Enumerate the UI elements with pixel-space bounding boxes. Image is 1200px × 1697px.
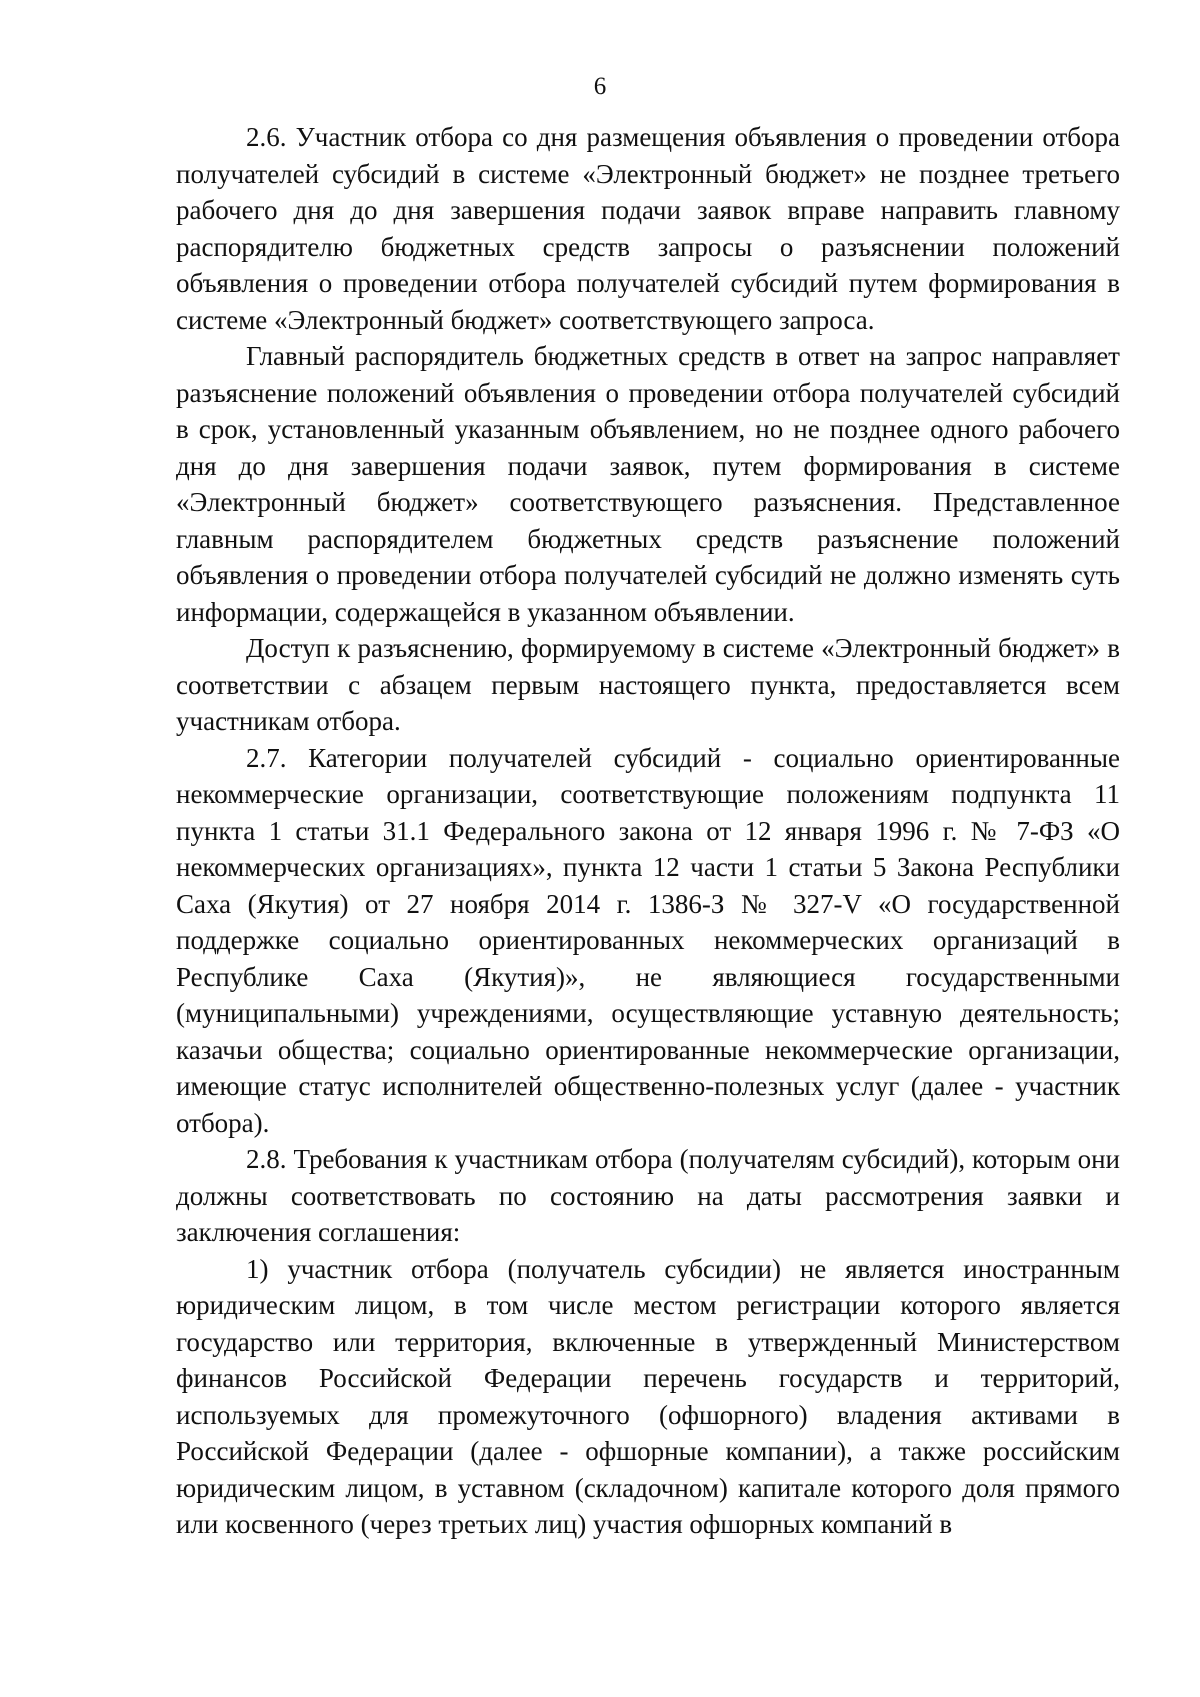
- paragraph-clarification: Главный распорядитель бюджетных средств в ответ на запрос направляет разъяснение положений объявления о проведении отбора получателей субсидий в срок, установленный указанным объявлением, но не позднее одного рабочего дня до дня завершения подачи заявок, путем формирования в системе «Электронный бюджет» соответствующего разъяснения. Представленное главным распорядителем бюджетных средств разъяснение положений объявления о проведении отбора получателей субсидий не должно изменять суть информации, содержащейся в указанном объявлении.: [176, 341, 1120, 627]
- paragraph-2-6: 2.6. Участник отбора со дня размещения объявления о проведении отбора получателей субсидий в системе «Электронный бюджет» не позднее третьего рабочего дня до дня завершения подачи заявок вправе направить главному распорядителю бюджетных средств запросы о разъяснении положений объявления о проведении отбора получателей субсидий путем формирования в системе «Электронный бюджет» соответствующего запроса.: [176, 122, 1120, 335]
- paragraph-access: Доступ к разъяснению, формируемому в системе «Электронный бюджет» в соответствии с абзацем первым настоящего пункта, предоставляется всем участникам отбора.: [176, 633, 1120, 736]
- paragraph-2-8: 2.8. Требования к участникам отбора (получателям субсидий), которым они должны соответствовать по состоянию на даты рассмотрения заявки и заключения соглашения:: [176, 1144, 1120, 1247]
- document-body: [176, 119, 1120, 1543]
- paragraph-requirement-1: 1) участник отбора (получатель субсидии) не является иностранным юридическим лицом, в том числе местом регистрации которого является государство или территория, включенные в утвержденный Министерством финансов Российской Федерации перечень государств и территорий, используемых для промежуточного (офшорного) владения активами в Российской Федерации (далее - офшорные компании), а также российским юридическим лицом, в уставном (складочном) капитале которого доля прямого или косвенного (через третьих лиц) участия офшорных компаний в: [176, 1253, 1120, 1539]
- paragraph-2-7: 2.7. Категории получателей субсидий - социально ориентированные некоммерческие организации, соответствующие положениям подпункта 11 пункта 1 статьи 31.1 Федерального закона от 12 января 1996 г. № 7-ФЗ «О некоммерческих организациях», пункта 12 части 1 статьи 5 Закона Республики Саха (Якутия) от 27 ноября 2014 г. 1386-З № 327-V «О государственной поддержке социально ориентированных некоммерческих организаций в Республике Саха (Якутия)», не являющиеся государственными (муниципальными) учреждениями, осуществляющие уставную деятельность; казачьи общества; социально ориентированные некоммерческие организации, имеющие статус исполнителей общественно-полезных услуг (далее - участник отбора).: [176, 742, 1120, 1138]
- page-number: 6: [593, 73, 607, 100]
